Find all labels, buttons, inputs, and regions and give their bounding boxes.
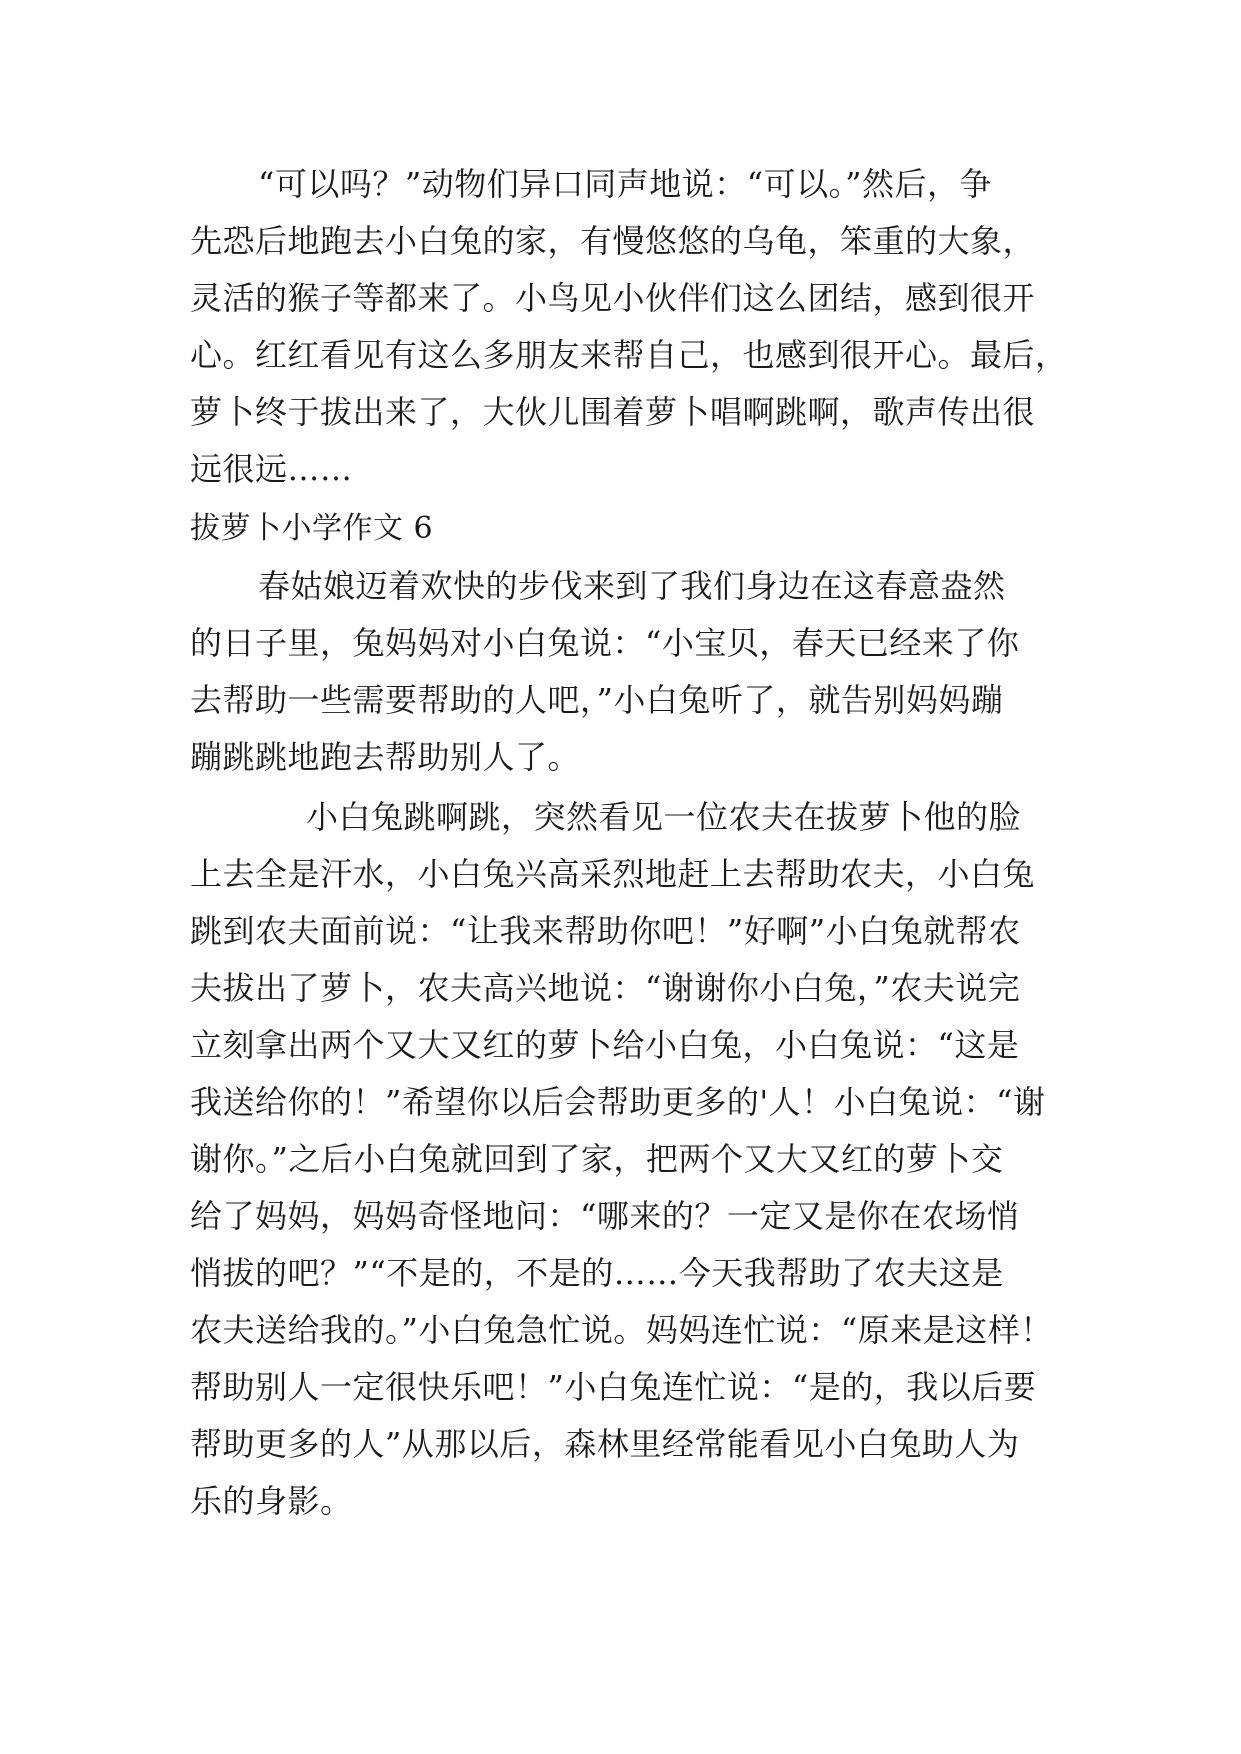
text-line: “可以吗？”动物们异口同声地说：“可以。”然后，争: [258, 165, 992, 203]
text-line: 灵活的猴子等都来了。小鸟见小伙伴们这么团结，感到很开: [190, 279, 1036, 317]
text-line: 给了妈妈，妈妈奇怪地问：“哪来的？一定又是你在农场悄: [190, 1197, 1020, 1235]
text-line: 农夫送给我的。”小白兔急忙说。妈妈连忙说：“原来是这样！: [190, 1311, 1053, 1349]
text-line: 心。红红看见有这么多朋友来帮自己，也感到很开心。最后，: [190, 336, 1068, 374]
text-line: 乐的身影。: [190, 1482, 353, 1520]
section-heading: 拔萝卜小学作文 6: [190, 511, 434, 546]
text-line: 我送给你的！”希望你以后会帮助更多的'人！小白兔说：“谢: [190, 1083, 1046, 1121]
text-line: 夫拔出了萝卜，农夫高兴地说：“谢谢你小白兔，”农夫说完: [190, 969, 1021, 1007]
text-line: 去帮助一些需要帮助的人吧，”小白兔听了，就告别妈妈蹦: [190, 681, 1004, 719]
text-line: 小白兔跳啊跳，突然看见一位农夫在拔萝卜他的脸: [306, 798, 1022, 836]
text-line: 悄拔的吧？”“不是的，不是的……今天我帮助了农夫这是: [190, 1254, 1004, 1292]
text-line: 先恐后地跑去小白兔的家，有慢悠悠的乌龟，笨重的大象，: [190, 222, 1036, 260]
text-line: 帮助别人一定很快乐吧！”小白兔连忙说：“是的，我以后要: [190, 1368, 1037, 1406]
text-line: 帮助更多的人”从那以后，森林里经常能看见小白兔助人为: [190, 1425, 1020, 1463]
text-line: 远很远……: [190, 450, 353, 488]
text-line: 萝卜终于拔出来了，大伙儿围着萝卜唱啊跳啊，歌声传出很: [190, 393, 1036, 431]
text-line: 上去全是汗水，小白兔兴高采烈地赶上去帮助农夫，小白兔: [190, 855, 1036, 893]
text-line: 立刻拿出两个又大又红的萝卜给小白兔，小白兔说：“这是: [190, 1026, 1020, 1064]
text-line: 谢你。”之后小白兔就回到了家，把两个又大又红的萝卜交: [190, 1140, 1004, 1178]
text-line: 蹦跳跳地跑去帮助别人了。: [190, 738, 581, 776]
text-line: 跳到农夫面前说：“让我来帮助你吧！”好啊”小白兔就帮农: [190, 912, 1021, 950]
text-line: 的日子里，兔妈妈对小白兔说：“小宝贝，春天已经来了你: [190, 624, 1020, 662]
text-line: 春姑娘迈着欢快的步伐来到了我们身边在这春意盎然: [258, 567, 1006, 605]
